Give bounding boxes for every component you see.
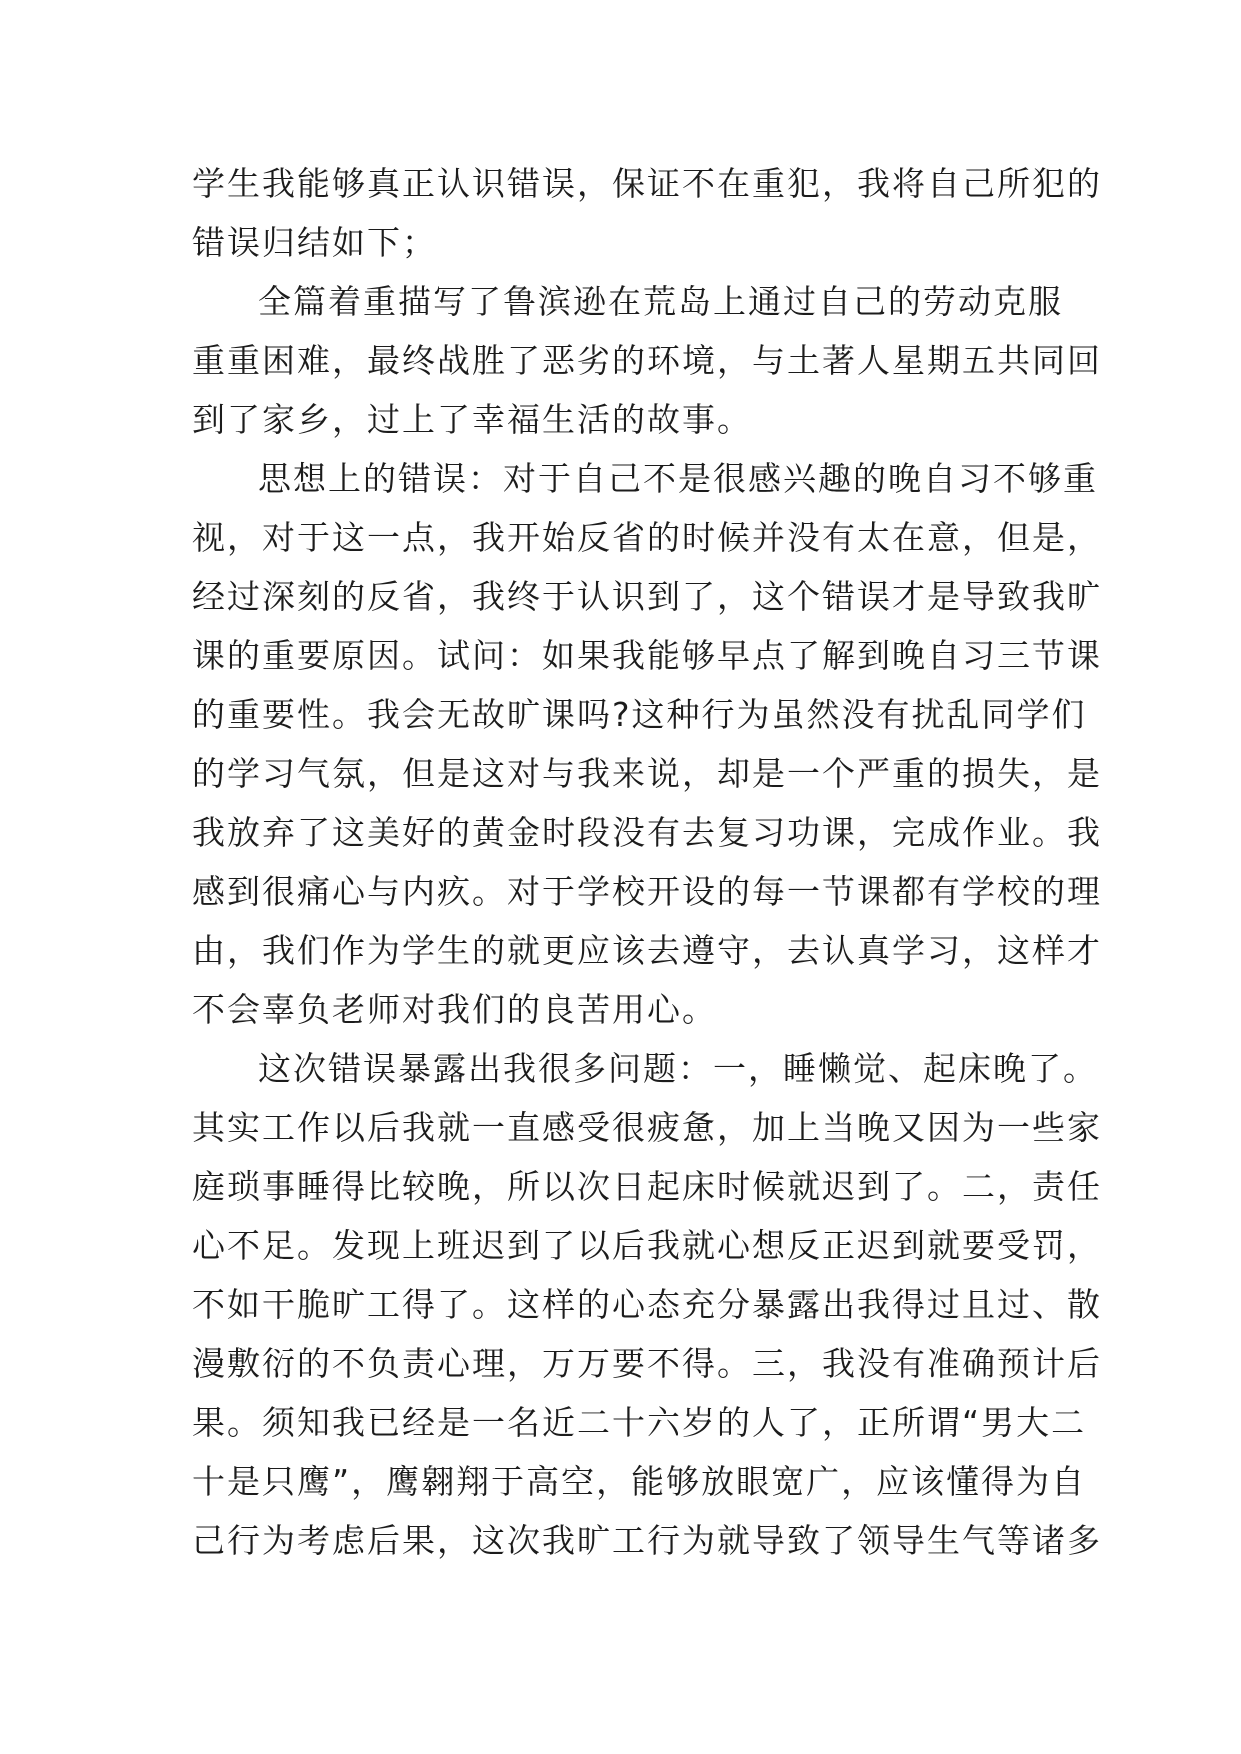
text-line: 经过深刻的反省，我终于认识到了，这个错误才是导致我旷: [192, 577, 1102, 616]
paragraph-start-line: 思想上的错误：对于自己不是很感兴趣的晚自习不够重: [258, 459, 1098, 498]
text-line: 庭琐事睡得比较晚，所以次日起床时候就迟到了。二，责任: [192, 1167, 1102, 1206]
text-line: 十是只鹰”，鹰翱翔于高空，能够放眼宽广，应该懂得为自: [192, 1462, 1087, 1501]
text-line: 课的重要原因。试问：如果我能够早点了解到晚自习三节课: [192, 636, 1102, 675]
text-line: 错误归结如下；: [192, 223, 437, 262]
text-line: 其实工作以后我就一直感受很疲惫，加上当晚又因为一些家: [192, 1108, 1102, 1147]
text-line: 漫敷衍的不负责心理，万万要不得。三，我没有准确预计后: [192, 1344, 1102, 1383]
text-line: 感到很痛心与内疚。对于学校开设的每一节课都有学校的理: [192, 872, 1102, 911]
text-line: 到了家乡，过上了幸福生活的故事。: [192, 400, 752, 439]
text-line: 的重要性。我会无故旷课吗?这种行为虽然没有扰乱同学们: [192, 695, 1087, 734]
text-line: 心不足。发现上班迟到了以后我就心想反正迟到就要受罚，: [192, 1226, 1102, 1265]
text-line: 不如干脆旷工得了。这样的心态充分暴露出我得过且过、散: [192, 1285, 1102, 1324]
text-line: 的学习气氛，但是这对与我来说，却是一个严重的损失，是: [192, 754, 1102, 793]
text-line: 重重困难，最终战胜了恶劣的环境，与土著人星期五共同回: [192, 341, 1102, 380]
body-text: [192, 154, 1102, 1570]
text-line: 我放弃了这美好的黄金时段没有去复习功课，完成作业。我: [192, 813, 1102, 852]
text-line: 视，对于这一点，我开始反省的时候并没有太在意，但是，: [192, 518, 1102, 557]
text-line: 学生我能够真正认识错误，保证不在重犯，我将自己所犯的: [192, 164, 1102, 203]
text-line: 己行为考虑后果，这次我旷工行为就导致了领导生气等诸多: [192, 1521, 1102, 1560]
text-line: 由，我们作为学生的就更应该去遵守，去认真学习，这样才: [192, 931, 1102, 970]
text-line: 果。须知我已经是一名近二十六岁的人了，正所谓“男大二: [192, 1403, 1087, 1442]
paragraph-start-line: 全篇着重描写了鲁滨逊在荒岛上通过自己的劳动克服: [258, 282, 1063, 321]
paragraph-start-line: 这次错误暴露出我很多问题：一，睡懒觉、起床晚了。: [258, 1049, 1098, 1088]
text-line: 不会辜负老师对我们的良苦用心。: [192, 990, 717, 1029]
